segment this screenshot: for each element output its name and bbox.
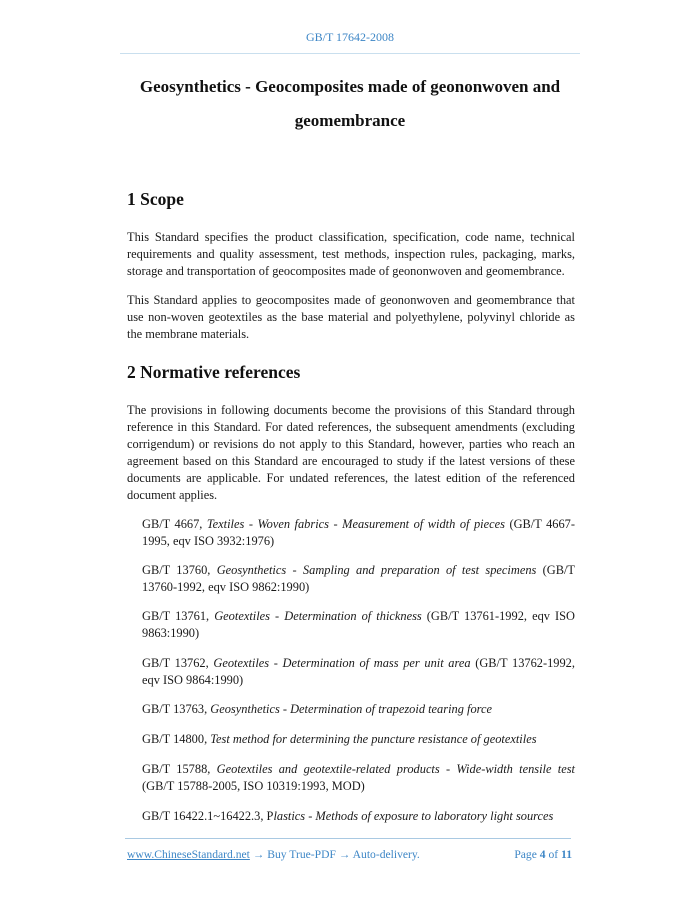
reference-code: GB/T 13762,	[142, 656, 214, 670]
reference-item	[142, 701, 575, 718]
page-number	[514, 848, 572, 861]
reference-title: Geotextiles - Determination of thickness	[214, 609, 422, 623]
section-heading-normative-references: 2 Normative references	[127, 362, 301, 382]
reference-code: GB/T 14800,	[142, 732, 211, 746]
reference-item	[142, 516, 575, 550]
reference-title: Textiles - Woven fabrics - Measurement of width of pieces	[206, 517, 505, 531]
reference-note: (GB/T 13762-1992, eqv ISO 9864:1990)	[142, 656, 575, 687]
reference-title: Geotextiles - Determination of mass per unit area	[213, 656, 471, 670]
footer-divider	[125, 838, 571, 839]
reference-item	[142, 731, 575, 748]
reference-code: GB/T 16422.1~16422.3, P	[142, 809, 274, 823]
reference-item	[142, 761, 575, 795]
page-header-standard-code: GB/T 17642-2008	[305, 30, 395, 44]
page-current: 4	[539, 848, 546, 861]
chinese-standard-link[interactable]: www.ChineseStandard.net	[127, 848, 250, 861]
reference-code: GB/T 13763,	[142, 702, 211, 716]
reference-note: (GB/T 15788-2005, ISO 10319:1993, MOD)	[142, 779, 365, 793]
reference-title: Test method for determining the puncture resistance of geotextiles	[210, 732, 537, 746]
page-total: 11	[561, 848, 572, 861]
reference-code: GB/T 13761,	[142, 609, 215, 623]
reference-title: Geotextiles and geotextile-related products - Wide-width tensile test	[216, 762, 575, 776]
reference-item	[142, 608, 575, 642]
reference-note: (GB/T 13761-1992, eqv ISO 9863:1990)	[142, 609, 576, 640]
reference-title: lastics - Methods of exposure to laboratory light sources	[273, 809, 554, 823]
header-divider	[120, 53, 580, 54]
reference-code: GB/T 13760,	[142, 563, 217, 577]
footer-promo-text: → Buy True-PDF → Auto-delivery.	[249, 848, 420, 861]
footer-promo	[127, 848, 420, 861]
document-title	[110, 70, 590, 138]
reference-item	[142, 808, 575, 825]
reference-title: Geosynthetics - Determination of trapezoid tearing force	[210, 702, 493, 716]
page-label: Page	[514, 848, 540, 861]
reference-note: (GB/T 13760-1992, eqv ISO 9862:1990)	[142, 563, 575, 594]
reference-code: GB/T 15788,	[142, 762, 217, 776]
reference-item	[142, 655, 575, 689]
page-footer	[127, 848, 572, 861]
normative-references-intro: The provisions in following documents become the provisions of this Standard through reference in this Standard. For dated references, the subsequent amendments (excluding corrigendum) or revisions do not apply to this Standard, however, parties who reach an agreement based on this Standard are encouraged to study if the latest versions of these documents are applicable. For undated references, the latest edition of the referenced document applies.	[127, 403, 575, 502]
reference-note: (GB/T 4667-1995, eqv ISO 3932:1976)	[142, 517, 575, 548]
document-title-line-2: geomembrance	[294, 111, 406, 130]
reference-code: GB/T 4667,	[142, 517, 207, 531]
document-title-line-1: Geosynthetics - Geocomposites made of geononwoven and	[139, 77, 561, 96]
page-of-label: of	[545, 848, 562, 861]
scope-paragraph-1: This Standard specifies the product classification, specification, code name, technical requirements and quality assessment, test methods, inspection rules, packaging, marks, storage and transportation of geocomposites made of geononwoven and geomembrance.	[127, 230, 575, 278]
scope-paragraph-2: This Standard applies to geocomposites made of geononwoven and geomembrance that use non-woven geotextiles as the base material and polyethylene, polyvinyl chloride as the membrane materials.	[127, 293, 575, 341]
reference-title: Geosynthetics - Sampling and preparation of test specimens	[216, 563, 537, 577]
reference-item	[142, 562, 575, 596]
section-heading-scope: 1 Scope	[127, 189, 184, 209]
